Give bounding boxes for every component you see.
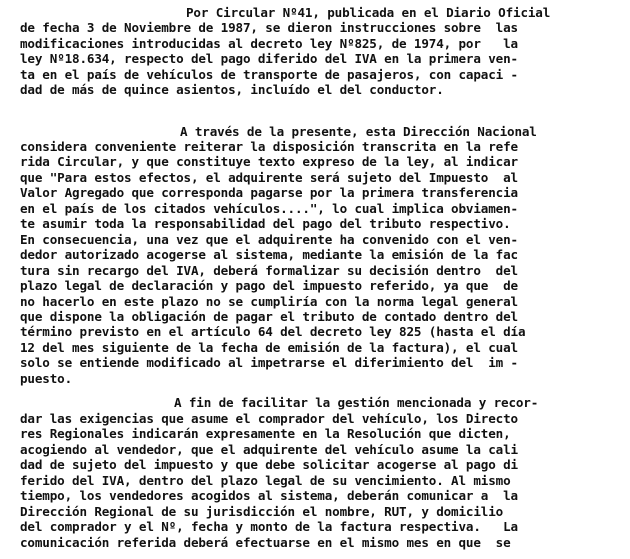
text-line: dedor autorizado acogerse al sistema, mediante la emisión de la fac (20, 247, 518, 262)
text-line: no hacerlo en este plazo no se cumpliría con la norma legal general (20, 294, 518, 309)
text-line: solo se entiende modificado al impetrarse el diferimiento del im - (20, 355, 518, 370)
text-line: en el país de los citados vehículos....", lo cual implica obviamen- (20, 201, 518, 216)
text-line: ta en el país de vehículos de transporte de pasajeros, con capaci - (20, 67, 518, 82)
text-line: término previsto en el artículo 64 del decreto ley 825 (hasta el día (20, 324, 526, 339)
text-line: 12 del mes siguiente de la fecha de emisión de la factura), el cual (20, 340, 518, 355)
text-line: te asumir toda la responsabilidad del pago del tributo respectivo. (20, 216, 511, 231)
text-line: modificaciones introducidas al decreto ley Nº825, de 1974, por la (20, 36, 518, 51)
text-line: que "Para estos efectos, el adquirente será sujeto del Impuesto al (20, 170, 518, 185)
text-line: plazo legal de declaración y pago del impuesto referido, ya que de (20, 278, 518, 293)
text-line: Valor Agregado que corresponda pagarse por la primera transferencia (20, 185, 518, 200)
text-line: rida Circular, y que constituye texto expreso de la ley, al indicar (20, 154, 518, 169)
text-line: puesto. (20, 371, 73, 386)
text-line: del comprador y el Nº, fecha y monto de la factura respectiva. La (20, 519, 518, 534)
text-line: A través de la presente, esta Dirección Nacional (180, 124, 537, 139)
text-line: tiempo, los vendedores acogidos al sistema, deberán comunicar a la (20, 488, 518, 503)
text-line: comunicación referida deberá efectuarse en el mismo mes en que se (20, 535, 511, 550)
text-line: res Regionales indicarán expresamente en la Resolución que dicten, (20, 426, 511, 441)
text-line: acogiendo al vendedor, que el adquirente del vehículo asume la cali (20, 442, 518, 457)
text-line: dad de sujeto del impuesto y que debe solicitar acogerse al pago di (20, 457, 518, 472)
text-line: A fin de facilitar la gestión mencionada y recor- (174, 395, 539, 410)
text-line: de fecha 3 de Noviembre de 1987, se dieron instrucciones sobre las (20, 20, 518, 35)
text-line: ley Nº18.634, respecto del pago diferido del IVA en la primera ven- (20, 51, 518, 66)
text-line: ferido del IVA, dentro del plazo legal de su vencimiento. Al mismo (20, 473, 511, 488)
text-line: Por Circular Nº41, publicada en el Diario Oficial (186, 5, 551, 20)
text-line: tura sin recargo del IVA, deberá formalizar su decisión dentro del (20, 263, 518, 278)
text-line: En consecuencia, una vez que el adquirente ha convenido con el ven- (20, 232, 518, 247)
text-line: dad de más de quince asientos, incluído el del conductor. (20, 82, 444, 97)
text-line: considera conveniente reiterar la disposición transcrita en la refe (20, 139, 518, 154)
text-line: que dispone la obligación de pagar el tributo de contado dentro del (20, 309, 518, 324)
text-line: Dirección Regional de su jurisdicción el nombre, RUT, y domicilio (20, 504, 504, 519)
text-line: dar las exigencias que asume el comprador del vehículo, los Directo (20, 411, 518, 426)
